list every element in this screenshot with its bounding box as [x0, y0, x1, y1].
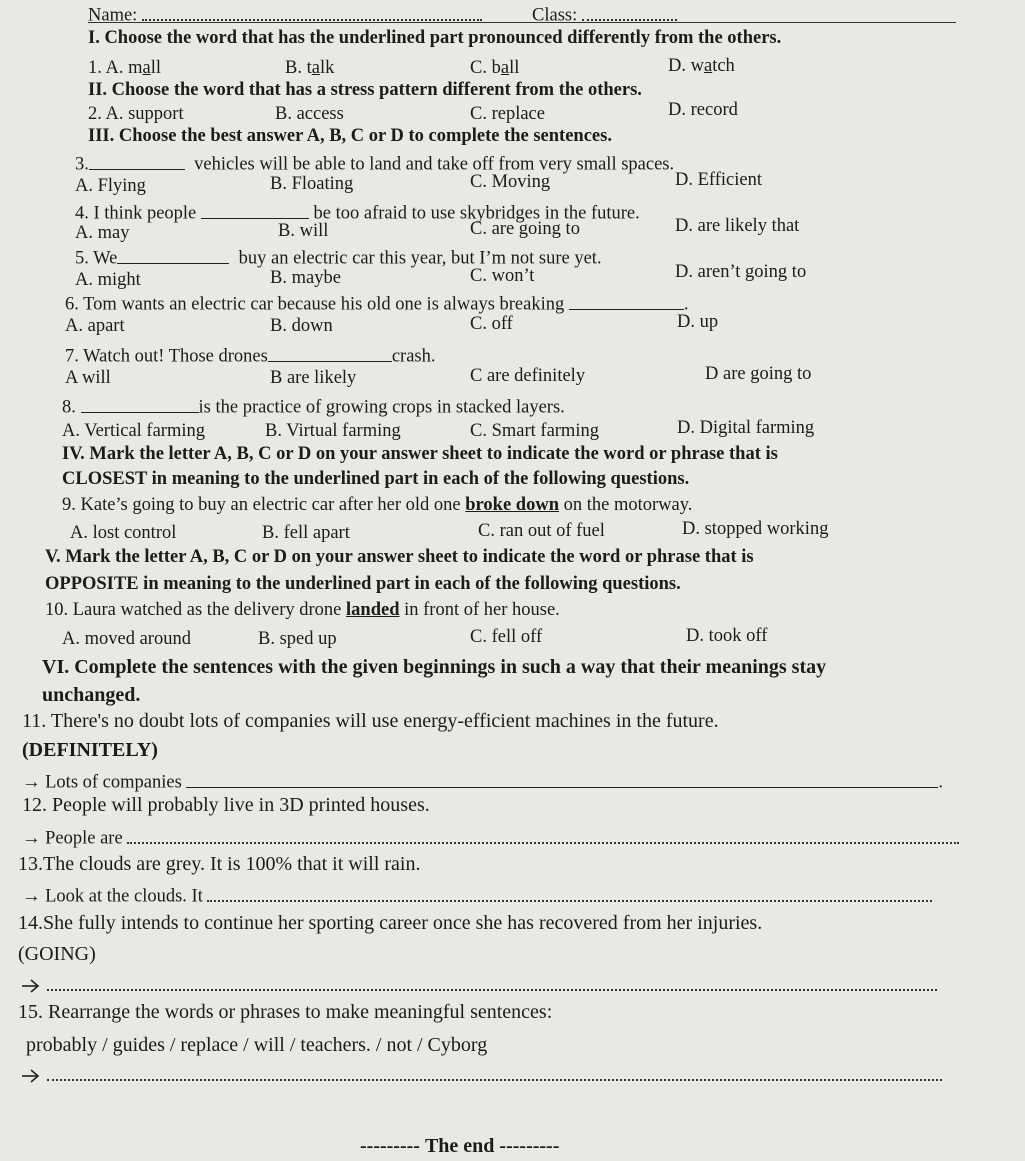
arrow-right-icon	[20, 1068, 42, 1084]
q1-option-b[interactable]: B. talk	[285, 58, 335, 78]
q2-option-d[interactable]: D. record	[668, 100, 738, 120]
q7-option-c[interactable]: C are definitely	[470, 366, 586, 386]
q12-stem: 12. People will probably live in 3D printed houses.	[22, 794, 430, 816]
q9-option-a[interactable]: A. lost control	[70, 523, 177, 543]
q2-option-b[interactable]: B. access	[275, 104, 344, 124]
q9-option-d[interactable]: D. stopped working	[682, 519, 829, 539]
section-4-title-line2: CLOSEST in meaning to the underlined part in each of the following questions.	[62, 469, 690, 489]
q2-option-c[interactable]: C. replace	[470, 104, 545, 124]
q1-option-c[interactable]: C. ball	[470, 58, 520, 78]
name-label: Name:	[88, 2, 482, 27]
q5-stem: 5. We buy an electric car this year, but I’m not sure yet.	[75, 244, 602, 270]
q5-option-c[interactable]: C. won’t	[470, 266, 535, 286]
q11-answer-line: → Lots of companies .	[22, 768, 943, 794]
q6-blank[interactable]	[569, 290, 684, 310]
q13-stem: 13.The clouds are grey. It is 100% that it will rain.	[18, 853, 421, 875]
q14-answer-input[interactable]	[47, 972, 937, 991]
q15-answer-input[interactable]	[47, 1062, 942, 1081]
q15-stem: 15. Rearrange the words or phrases to make meaningful sentences:	[18, 1001, 553, 1023]
q12-answer-input[interactable]	[127, 825, 959, 844]
q5-option-a[interactable]: A. might	[75, 270, 141, 290]
q7-option-a[interactable]: A will	[65, 368, 111, 388]
q11-stem: 11. There's no doubt lots of companies will use energy-efficient machines in the future.	[22, 710, 719, 732]
q13-answer-input[interactable]	[207, 883, 932, 902]
q3-option-a[interactable]: A. Flying	[75, 176, 146, 196]
class-label: Class:	[532, 2, 677, 27]
q10-option-d[interactable]: D. took off	[686, 626, 768, 646]
q4-option-d[interactable]: D. are likely that	[675, 216, 800, 236]
q8-option-d[interactable]: D. Digital farming	[677, 418, 815, 438]
q15-answer-line	[20, 1062, 942, 1087]
name-field[interactable]	[142, 2, 482, 21]
q5-blank[interactable]	[117, 244, 229, 264]
section-1-title: I. Choose the word that has the underlined part pronounced differently from the others.	[88, 28, 782, 48]
arrow-right-icon	[20, 978, 42, 994]
q14-hint: (GOING)	[18, 943, 96, 965]
q8-stem: 8. is the practice of growing crops in stacked layers.	[62, 393, 565, 419]
q3-option-b[interactable]: B. Floating	[270, 174, 354, 194]
q1-option-d[interactable]: D. watch	[668, 56, 735, 76]
q7-option-b[interactable]: B are likely	[270, 368, 357, 388]
section-6-title-line1: VI. Complete the sentences with the given beginnings in such a way that their meanings stay	[42, 656, 827, 678]
q4-option-c[interactable]: C. are going to	[470, 219, 580, 239]
q2-option-a[interactable]: 2. A. support	[88, 104, 184, 124]
q8-option-b[interactable]: B. Virtual farming	[265, 421, 401, 441]
class-field[interactable]	[582, 2, 677, 21]
q10-option-c[interactable]: C. fell off	[470, 627, 543, 647]
q7-option-d[interactable]: D are going to	[705, 364, 812, 384]
q3-option-d[interactable]: D. Efficient	[675, 170, 762, 190]
q1-option-a[interactable]: 1. A. mall	[88, 58, 161, 78]
q9-option-b[interactable]: B. fell apart	[262, 523, 350, 543]
q3-stem: 3. vehicles will be able to land and take off from very small spaces.	[75, 150, 674, 176]
section-6-title-line2: unchanged.	[42, 684, 141, 706]
q4-option-b[interactable]: B. will	[278, 221, 329, 241]
q14-stem: 14.She fully intends to continue her sporting career once she has recovered from her injuries.	[18, 912, 763, 934]
q6-option-c[interactable]: C. off	[470, 314, 513, 334]
q11-answer-input[interactable]	[186, 768, 938, 788]
q3-blank[interactable]	[89, 150, 185, 170]
section-5-title-line2: OPPOSITE in meaning to the underlined part in each of the following questions.	[45, 574, 681, 594]
q9-option-c[interactable]: C. ran out of fuel	[478, 521, 605, 541]
q11-hint: (DEFINITELY)	[22, 739, 158, 761]
q9-stem: 9. Kate’s going to buy an electric car after her old one broke down on the motorway.	[62, 495, 693, 515]
section-2-title: II. Choose the word that has a stress pattern different from the others.	[88, 80, 642, 100]
q10-option-a[interactable]: A. moved around	[62, 629, 191, 649]
q4-option-a[interactable]: A. may	[75, 223, 130, 243]
q6-option-d[interactable]: D. up	[677, 312, 719, 332]
q13-answer-line: → Look at the clouds. It	[22, 883, 932, 908]
q7-stem: 7. Watch out! Those drones crash.	[65, 342, 436, 368]
q4-stem: 4. I think people be too afraid to use skybridges in the future.	[75, 199, 640, 225]
q4-blank[interactable]	[201, 199, 309, 219]
q15-words: probably / guides / replace / will / teachers. / not / Cyborg	[26, 1034, 488, 1056]
q8-option-c[interactable]: C. Smart farming	[470, 421, 599, 441]
q3-option-c[interactable]: C. Moving	[470, 172, 551, 192]
q14-answer-line	[20, 972, 937, 997]
q5-option-b[interactable]: B. maybe	[270, 268, 341, 288]
q7-blank[interactable]	[268, 342, 392, 362]
q10-stem: 10. Laura watched as the delivery drone landed in front of her house.	[45, 600, 560, 620]
q6-option-b[interactable]: B. down	[270, 316, 333, 336]
section-5-title-line1: V. Mark the letter A, B, C or D on your answer sheet to indicate the word or phrase that is	[45, 547, 754, 567]
q12-answer-line: → People are	[22, 825, 959, 850]
section-4-title-line1: IV. Mark the letter A, B, C or D on your answer sheet to indicate the word or phrase that is	[62, 444, 778, 464]
q8-blank[interactable]	[81, 393, 199, 413]
q8-option-a[interactable]: A. Vertical farming	[62, 421, 205, 441]
footer-the-end: --------- The end ---------	[360, 1135, 560, 1157]
section-3-title: III. Choose the best answer A, B, C or D to complete the sentences.	[88, 126, 612, 146]
q10-option-b[interactable]: B. sped up	[258, 629, 337, 649]
q6-stem: 6. Tom wants an electric car because his old one is always breaking .	[65, 290, 689, 316]
q6-option-a[interactable]: A. apart	[65, 316, 125, 336]
q5-option-d[interactable]: D. aren’t going to	[675, 262, 807, 282]
